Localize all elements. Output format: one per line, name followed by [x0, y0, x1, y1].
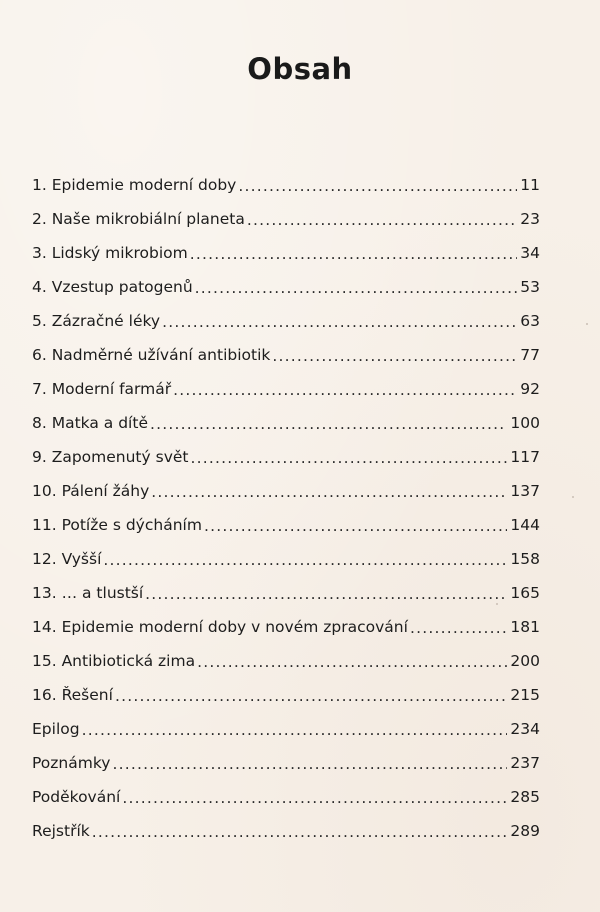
toc-entry-title: 14. Epidemie moderní doby v novém zpracování [32, 618, 408, 636]
toc-entry [32, 754, 540, 788]
paper-speck [572, 496, 574, 498]
toc-entry-title: 4. Vzestup patogenů [32, 278, 193, 296]
dot-leader [197, 653, 507, 669]
toc-entry-title: 12. Vyšší [32, 550, 102, 568]
toc-entry [32, 652, 540, 686]
dot-leader [204, 517, 507, 533]
toc-entry-page: 165 [510, 584, 540, 602]
toc-entry [32, 686, 540, 720]
toc-entry [32, 312, 540, 346]
toc-entry-title: 15. Antibiotická zima [32, 652, 196, 670]
toc-entry-page: 92 [520, 380, 540, 398]
toc-entry-title: 1. Epidemie moderní doby [32, 176, 237, 194]
toc-entry-title: 5. Zázračné léky [32, 312, 161, 330]
toc-entry-page: 117 [510, 448, 540, 466]
toc-entry [32, 210, 540, 244]
toc-entry [32, 414, 540, 448]
toc-entry-page: 158 [510, 550, 540, 568]
dot-leader [122, 789, 507, 805]
toc-entry-page: 289 [510, 822, 540, 840]
dot-leader [238, 177, 517, 193]
dot-leader [112, 755, 507, 771]
toc-entry-page: 137 [510, 482, 540, 500]
paper-speck [586, 323, 588, 325]
toc-entry-page: 100 [510, 414, 540, 432]
toc-entry [32, 244, 540, 278]
toc-entry [32, 482, 540, 516]
toc-entry-title: 10. Pálení žáhy [32, 482, 150, 500]
toc-entry-page: 215 [510, 686, 540, 704]
dot-leader [190, 245, 518, 261]
dot-leader [151, 483, 507, 499]
toc-entry-title: 8. Matka a dítě [32, 414, 148, 432]
dot-leader [92, 823, 508, 839]
toc-entry-page: 11 [520, 176, 540, 194]
toc-entry [32, 550, 540, 584]
toc-entry [32, 278, 540, 312]
toc-entry-page: 234 [510, 720, 540, 738]
toc-entry-title: 13. … a tlustší [32, 584, 144, 602]
toc-entry-page: 53 [520, 278, 540, 296]
toc-entry-title: Poděkování [32, 788, 121, 806]
toc-entry [32, 788, 540, 822]
toc-entry [32, 346, 540, 380]
page-title: Obsah [247, 52, 353, 86]
toc-entry [32, 516, 540, 550]
toc-entry-title: Poznámky [32, 754, 111, 772]
toc-entry-page: 144 [510, 516, 540, 534]
toc-entry [32, 584, 540, 618]
dot-leader [150, 415, 507, 431]
toc-entry-title: 6. Nadměrné užívání antibiotik [32, 346, 271, 364]
dot-leader [115, 687, 507, 703]
toc-entry [32, 176, 540, 210]
toc-entry-title: 9. Zapomenutý svět [32, 448, 189, 466]
toc-entry [32, 720, 540, 754]
dot-leader [103, 551, 507, 567]
toc-entry [32, 448, 540, 482]
toc-entry-page: 200 [510, 652, 540, 670]
toc-entry-page: 23 [520, 210, 540, 228]
dot-leader [247, 211, 517, 227]
toc-entry [32, 822, 540, 856]
toc-entry-title: Epilog [32, 720, 80, 738]
toc-entry [32, 380, 540, 414]
toc-entry-page: 63 [520, 312, 540, 330]
toc-entry-title: Rejstřík [32, 822, 90, 840]
table-of-contents [32, 176, 540, 856]
dot-leader [173, 381, 517, 397]
dot-leader [82, 721, 508, 737]
toc-entry-title: 2. Naše mikrobiální planeta [32, 210, 245, 228]
toc-entry-title: 16. Řešení [32, 686, 113, 704]
toc-entry-page: 285 [510, 788, 540, 806]
dot-leader [410, 619, 507, 635]
toc-entry-page: 77 [520, 346, 540, 364]
dot-leader [190, 449, 507, 465]
toc-entry-page: 237 [510, 754, 540, 772]
dot-leader [162, 313, 517, 329]
dot-leader [272, 347, 517, 363]
toc-entry-title: 3. Lidský mikrobiom [32, 244, 188, 262]
toc-entry [32, 618, 540, 652]
dot-leader [145, 585, 507, 601]
dot-leader [195, 279, 518, 295]
toc-entry-page: 34 [520, 244, 540, 262]
paper-speck [496, 603, 498, 605]
toc-entry-title: 7. Moderní farmář [32, 380, 172, 398]
toc-entry-page: 181 [510, 618, 540, 636]
toc-entry-title: 11. Potíže s dýcháním [32, 516, 202, 534]
